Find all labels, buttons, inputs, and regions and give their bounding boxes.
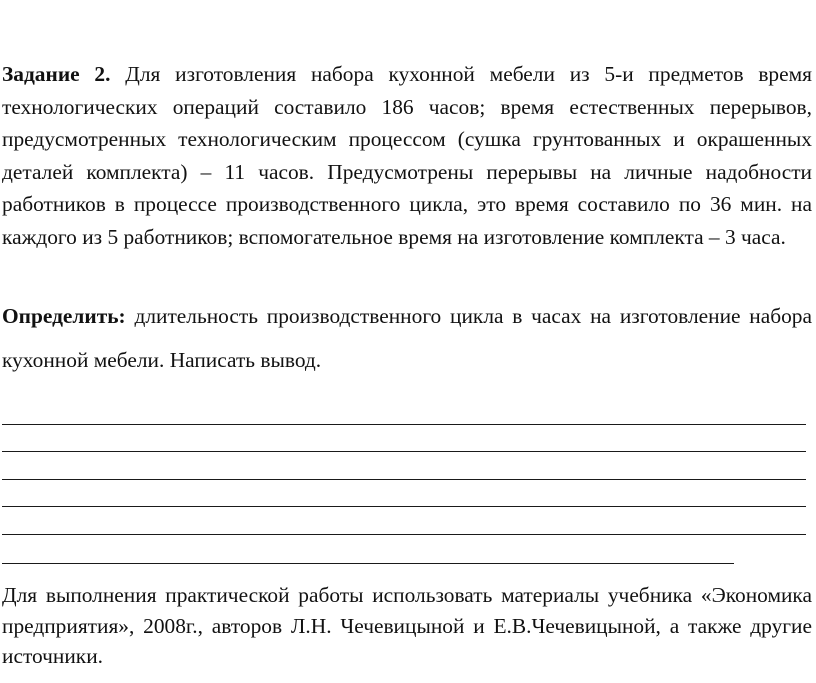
define-label: Определить: [2, 304, 126, 328]
answer-line [2, 479, 806, 480]
define-paragraph [2, 294, 812, 382]
answer-line [2, 451, 806, 452]
answer-line [2, 506, 806, 507]
task-text: Для изготовления набора кухонной мебели из 5-и предметов время технологических операций составило 186 часов; время естественных перерывов, предусмотренных технологическим процессом (сушка грунтованных и окрашенных деталей комплекта) – 11 часов. Предусмотрены перерывы на личные надобности работников в процессе производственного цикла, это время составило по 36 мин. на каждого из 5 работников; вспомогательное время на изготовление комплекта – 3 часа. [2, 62, 812, 249]
task-label: Задание 2. [2, 62, 111, 86]
define-text: длительность производственного цикла в часах на изготовление набора кухонной мебели. Написать вывод. [2, 304, 812, 372]
answer-line [2, 424, 806, 425]
note-paragraph [2, 580, 812, 672]
answer-line [2, 563, 734, 564]
answer-line [2, 534, 806, 535]
task-paragraph [2, 58, 812, 254]
note-text: Для выполнения практической работы использовать материалы учебника «Экономика предприятия», 2008г., авторов Л.Н. Чечевицыной и Е.В.Чечевицыной, а также другие источники. [2, 583, 812, 668]
